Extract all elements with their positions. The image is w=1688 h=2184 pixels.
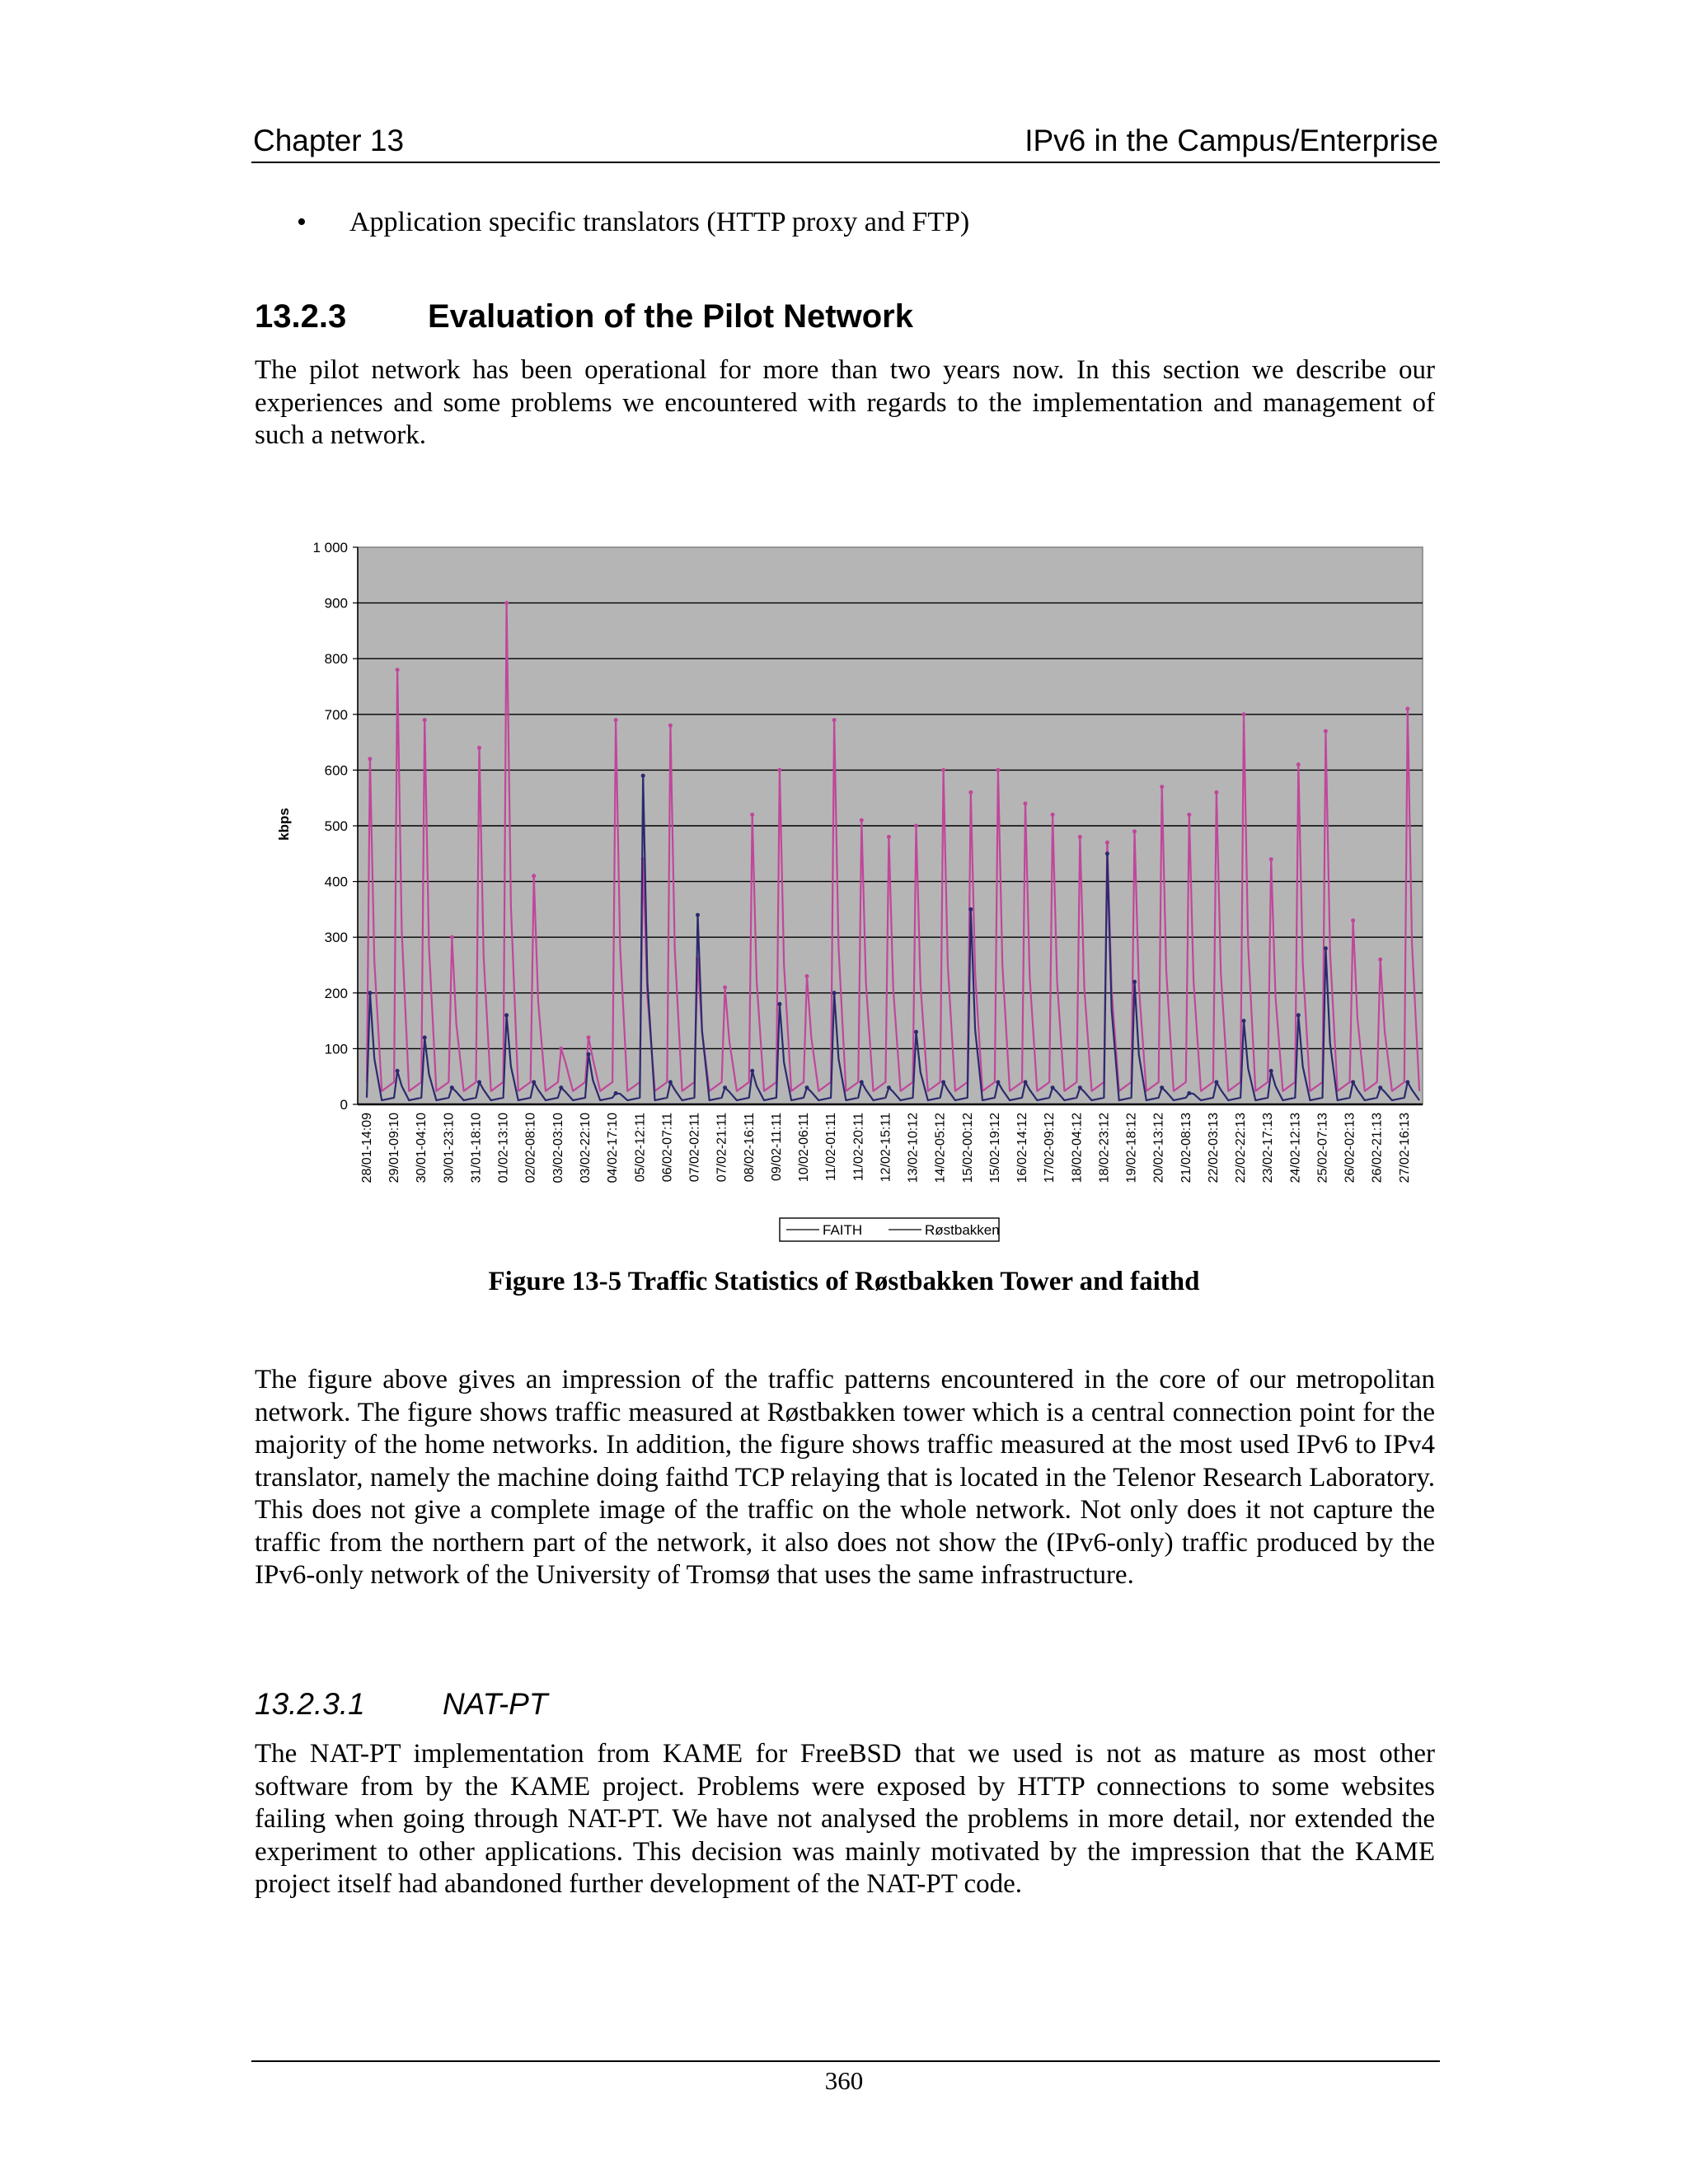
- data-point: [777, 1002, 781, 1006]
- data-point: [1160, 1085, 1164, 1090]
- data-point: [641, 774, 645, 778]
- natpt-paragraph: The NAT-PT implementation from KAME for FreeBSD that we used is not as mature as most other software from by the KAME project. Problems were exposed by HTTP connections to some websites failing when going through NAT-PT. We have not analysed the problems in more detail, nor extended the experiment to other applications. This decision was mainly motivated by the impression that the KAME project itself had abandoned further development of the NAT-PT code.: [255, 1739, 1435, 1899]
- data-point: [996, 1080, 1000, 1085]
- x-tick-label: 15/02-19:12: [987, 1112, 1002, 1183]
- data-point: [1051, 1085, 1055, 1090]
- data-point: [914, 1030, 918, 1034]
- subsection-title: NAT-PT: [443, 1687, 548, 1721]
- legend-label: FAITH: [823, 1222, 863, 1238]
- x-tick-label: 30/01-04:10: [415, 1112, 429, 1183]
- data-point: [668, 724, 673, 728]
- x-tick-label: 27/02-16:13: [1397, 1112, 1412, 1183]
- x-tick-label: 04/02-17:10: [606, 1112, 621, 1183]
- data-point: [559, 1085, 563, 1090]
- y-tick-label: 500: [324, 818, 348, 834]
- data-point: [968, 790, 973, 794]
- y-tick-label: 900: [324, 595, 348, 612]
- x-tick-label: 20/02-13:12: [1151, 1113, 1166, 1183]
- section-number: 13.2.3: [255, 298, 347, 335]
- data-point: [1324, 946, 1328, 950]
- data-point: [860, 818, 864, 823]
- x-tick-label: 24/02-12:13: [1288, 1112, 1303, 1183]
- section-heading: [255, 298, 913, 335]
- data-point: [1242, 712, 1246, 716]
- data-point: [504, 601, 509, 605]
- legend-label: Røstbakken: [925, 1222, 1000, 1238]
- data-point: [368, 991, 372, 995]
- data-point: [887, 835, 891, 839]
- data-point: [587, 1035, 591, 1039]
- y-tick-label: 1 000: [312, 540, 348, 555]
- data-point: [587, 1052, 591, 1057]
- x-tick-label: 23/02-17:13: [1261, 1113, 1276, 1183]
- data-point: [1296, 1013, 1301, 1017]
- y-tick-label: 300: [324, 930, 348, 946]
- data-point: [559, 1047, 563, 1051]
- data-point: [532, 1080, 536, 1085]
- footer-rule: [251, 2060, 1440, 2062]
- x-tick-label: 18/02-04:12: [1070, 1112, 1085, 1183]
- data-point: [1405, 1080, 1409, 1085]
- y-tick-label: 400: [324, 874, 348, 890]
- data-point: [1078, 835, 1082, 839]
- page-number: 360: [824, 2066, 864, 2095]
- x-tick-label: 31/01-18:10: [469, 1113, 484, 1183]
- x-tick-label: 11/02-01:11: [824, 1112, 839, 1181]
- data-point: [941, 768, 945, 772]
- figure-caption: Figure 13-5 Traffic Statistics of Røstbakken Tower and faithd: [488, 1267, 1200, 1296]
- data-point: [1378, 958, 1382, 962]
- data-point: [1324, 729, 1328, 733]
- data-point: [1351, 1080, 1355, 1085]
- header-rule: [251, 162, 1440, 163]
- data-point: [968, 907, 973, 912]
- data-point: [477, 746, 481, 750]
- data-point: [750, 813, 754, 817]
- data-point: [668, 1080, 673, 1085]
- bullet-symbol: •: [297, 207, 307, 237]
- y-axis-label: kbps: [276, 808, 292, 841]
- x-tick-label: 05/02-12:11: [633, 1113, 648, 1183]
- data-point: [1160, 785, 1164, 789]
- x-tick-label: 03/02-22:10: [579, 1113, 593, 1183]
- x-tick-labels: [360, 1113, 1412, 1183]
- y-tick-label: 0: [340, 1097, 348, 1113]
- data-point: [1132, 829, 1137, 833]
- data-point: [532, 874, 536, 878]
- x-tick-label: 19/02-18:12: [1124, 1113, 1139, 1183]
- x-tick-label: 03/02-03:10: [551, 1113, 565, 1183]
- x-tick-label: 02/02-08:10: [523, 1112, 538, 1183]
- data-point: [450, 935, 454, 940]
- data-point: [914, 824, 918, 828]
- x-tick-label: 21/02-08:13: [1179, 1112, 1193, 1183]
- data-point: [941, 1080, 945, 1085]
- data-point: [1187, 1091, 1191, 1095]
- y-tick-label: 200: [324, 985, 348, 1001]
- data-point: [1024, 802, 1028, 806]
- data-point: [504, 1013, 509, 1017]
- section-title: Evaluation of the Pilot Network: [428, 298, 913, 335]
- x-tick-label: 18/02-23:12: [1097, 1112, 1112, 1183]
- data-point: [1105, 841, 1109, 845]
- data-point: [1105, 851, 1109, 855]
- bullet-text: Application specific translators (HTTP proxy and FTP): [349, 207, 970, 237]
- y-tick-label: 100: [324, 1041, 348, 1057]
- x-tick-label: 11/02-20:11: [851, 1113, 866, 1182]
- x-tick-label: 26/02-02:13: [1343, 1113, 1357, 1183]
- y-tick-labels: [312, 540, 348, 1113]
- chapter-title: IPv6 in the Campus/Enterprise: [1025, 124, 1438, 157]
- x-tick-label: 09/02-11:11: [769, 1113, 784, 1182]
- chart-grid: [353, 547, 1423, 1104]
- traffic-chart: [272, 527, 1426, 1253]
- x-tick-label: 26/02-21:13: [1370, 1112, 1385, 1183]
- data-point: [1214, 1080, 1218, 1085]
- y-tick-label: 800: [324, 651, 348, 668]
- x-tick-label: 16/02-14:12: [1015, 1112, 1029, 1183]
- data-point: [1269, 857, 1273, 861]
- data-point: [723, 1085, 727, 1090]
- data-point: [1078, 1085, 1082, 1090]
- data-point: [1405, 707, 1409, 711]
- subsection-number: 13.2.3.1: [255, 1687, 365, 1721]
- x-tick-label: 12/02-15:11: [879, 1112, 893, 1183]
- x-tick-label: 14/02-05:12: [933, 1113, 948, 1183]
- y-tick-label: 600: [324, 762, 348, 779]
- intro-paragraph: The pilot network has been operational for more than two years now. In this section we describe our experiences and some problems we encountered with regards to the implementation and management of such a network.: [255, 355, 1435, 450]
- x-tick-label: 28/01-14:09: [360, 1113, 374, 1183]
- x-tick-label: 22/02-22:13: [1234, 1113, 1249, 1183]
- chart-legend: [780, 1218, 1000, 1241]
- data-point: [996, 768, 1000, 772]
- x-tick-label: 29/01-09:10: [387, 1113, 402, 1183]
- data-point: [805, 1085, 809, 1090]
- data-point: [832, 718, 837, 722]
- figure-discussion-paragraph: The figure above gives an impression of the traffic patterns encountered in the core of our metropolitan network. The figure shows traffic measured at Røstbakken tower which is a central connection point for the majority of the home networks. In addition, the figure shows traffic measured at the most used IPv6 to IPv4 translator, namely the machine doing faithd TCP relaying that is located in the Telenor Research Laboratory. This does not give a complete image of the traffic on the whole network. Not only does it not capture the traffic from the northern part of the network, it also does not show the (IPv6-only) traffic produced by the IPv6-only network of the University of Tromsø that uses the same infrastructure.: [255, 1365, 1435, 1590]
- x-tick-label: 10/02-06:11: [797, 1112, 811, 1183]
- data-point: [423, 1035, 427, 1039]
- data-point: [832, 991, 837, 995]
- data-point: [396, 668, 400, 672]
- data-point: [1378, 1085, 1382, 1090]
- x-tick-label: 06/02-07:11: [660, 1113, 675, 1183]
- data-point: [887, 1085, 891, 1090]
- data-point: [1187, 813, 1191, 817]
- chapter-label: Chapter 13: [253, 124, 405, 157]
- data-point: [368, 757, 372, 761]
- data-point: [1132, 980, 1137, 984]
- x-tick-label: 30/01-23:10: [442, 1113, 457, 1183]
- data-point: [1242, 1019, 1246, 1023]
- data-point: [1351, 918, 1355, 922]
- data-point: [450, 1085, 454, 1090]
- x-tick-label: 07/02-02:11: [687, 1112, 702, 1183]
- data-point: [396, 1069, 400, 1073]
- data-point: [1214, 790, 1218, 794]
- subsection-heading: [255, 1687, 547, 1722]
- data-point: [1296, 762, 1301, 766]
- x-tick-label: 22/02-03:13: [1206, 1112, 1221, 1183]
- data-point: [777, 768, 781, 772]
- data-point: [1051, 813, 1055, 817]
- data-point: [723, 986, 727, 990]
- x-tick-label: 13/02-10:12: [906, 1112, 921, 1183]
- data-point: [423, 718, 427, 722]
- data-point: [696, 913, 700, 917]
- x-tick-label: 07/02-21:11: [715, 1112, 729, 1183]
- data-point: [1269, 1069, 1273, 1073]
- data-point: [805, 974, 809, 978]
- data-point: [860, 1080, 864, 1085]
- data-point: [1024, 1080, 1028, 1085]
- x-tick-label: 01/02-13:10: [496, 1112, 511, 1183]
- data-point: [477, 1080, 481, 1085]
- x-tick-label: 08/02-16:11: [742, 1113, 757, 1183]
- running-header: [253, 124, 1438, 162]
- data-point: [750, 1069, 754, 1073]
- data-point: [614, 718, 618, 722]
- y-tick-label: 700: [324, 706, 348, 723]
- data-point: [614, 1091, 618, 1095]
- x-tick-label: 17/02-09:12: [1043, 1113, 1057, 1183]
- x-tick-label: 15/02-00:12: [960, 1113, 975, 1183]
- x-tick-label: 25/02-07:13: [1315, 1113, 1330, 1183]
